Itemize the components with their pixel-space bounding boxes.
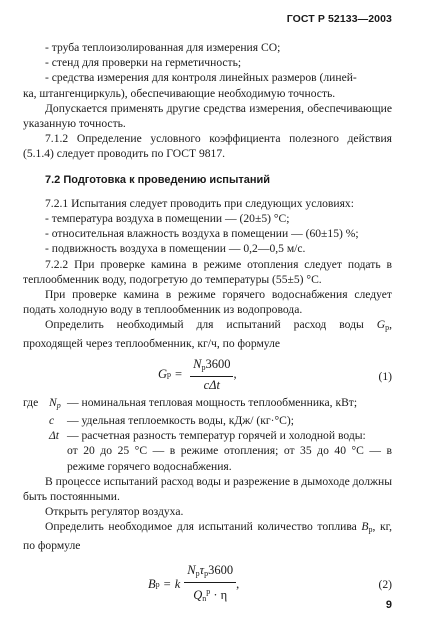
list-item: - средства измерения для контроля линейных размеров (линей- [45,71,357,85]
paragraph-7-1-2: 7.1.2 Определение условного коэффициента полезного действия (5.1.4) следует проводить по ГОСТ 9817. [23,132,392,161]
paragraph-7-2-1: 7.2.1 Испытания следует проводить при следующих условиях: [45,196,354,210]
paragraph-define-water: Определить необходимый для испытаний расход воды $G_p$, проходящей через теплообменник, кг/ч, по формуле [23,318,392,350]
standard-header: ГОСТ Р 52133—2003 [286,13,392,25]
page-content [23,40,392,603]
formula-2-number: (2) [378,577,392,591]
paragraph-process: В процессе испытаний расход воды и разрежение в дымоходе должны быть постоянными. [23,474,392,504]
paragraph-open-regulator: Открыть регулятор воздуха. [45,505,184,519]
list-item: - температура воздуха в помещении — (20±5) °С; [45,212,290,226]
section-title-7-2: 7.2 Подготовка к проведению испытаний [45,173,271,186]
formula-1-number: (1) [378,369,392,383]
where-row: c — удельная теплоемкость воды, кДж/ (кг·°С); [49,414,294,428]
list-item: - труба теплоизолированная для измерения СО; [45,41,281,54]
paragraph-7-2-2: 7.2.2 При проверке камина в режиме отопления следует подать в теплообменник воду, подогретую до температуры (55±5) °С. [23,257,392,286]
paragraph-allowed: Допускается применять другие средства измерения, обеспечивающие указанную точность. [23,101,392,131]
formula-2: B p = k $\frac{N_p\tau_p3600}{Q_n^p \cdot \eta}$ , (2) [23,553,392,603]
formula-1-fraction: $\frac{N_p3600}{\text{cΔt}}$ [190,357,233,393]
formula-1: G p = $\frac{N_p3600}{\text{cΔt}}$ , (1) [158,356,392,393]
paragraph-hot-water: При проверке камина в режиме горячего водоснабжения следует подать холодную воду в теплообменник из водопровода. [23,288,392,317]
page-number: 9 [385,599,392,611]
formula-2-fraction: $\frac{N_p\tau_p3600}{Q_n^p \cdot \eta}$ [184,563,236,607]
list-item: ка, штангенциркуль), обеспечивающие необходимую точность. [23,86,336,100]
where-row: Δt — расчетная разность температур горячей и холодной воды: [49,429,366,443]
where-continuation: от 20 до 25 °С — в режиме отопления; от 35 до 40 °С — в режиме горячего водоснабжения. [67,444,392,473]
list-item: - подвижность воздуха в помещении — 0,2—0,5 м/с. [45,242,306,256]
where-row: где $N_p$ — номинальная тепловая мощность теплообменника, кВт; [23,395,358,410]
paragraph-define-fuel: Определить необходимое для испытаний количество топлива $B_p$, кг, по формуле [23,520,392,552]
list-item: - стенд для проверки на герметичность; [45,56,242,70]
list-item: - относительная влажность воздуха в помещении — (60±15) %; [45,227,359,241]
